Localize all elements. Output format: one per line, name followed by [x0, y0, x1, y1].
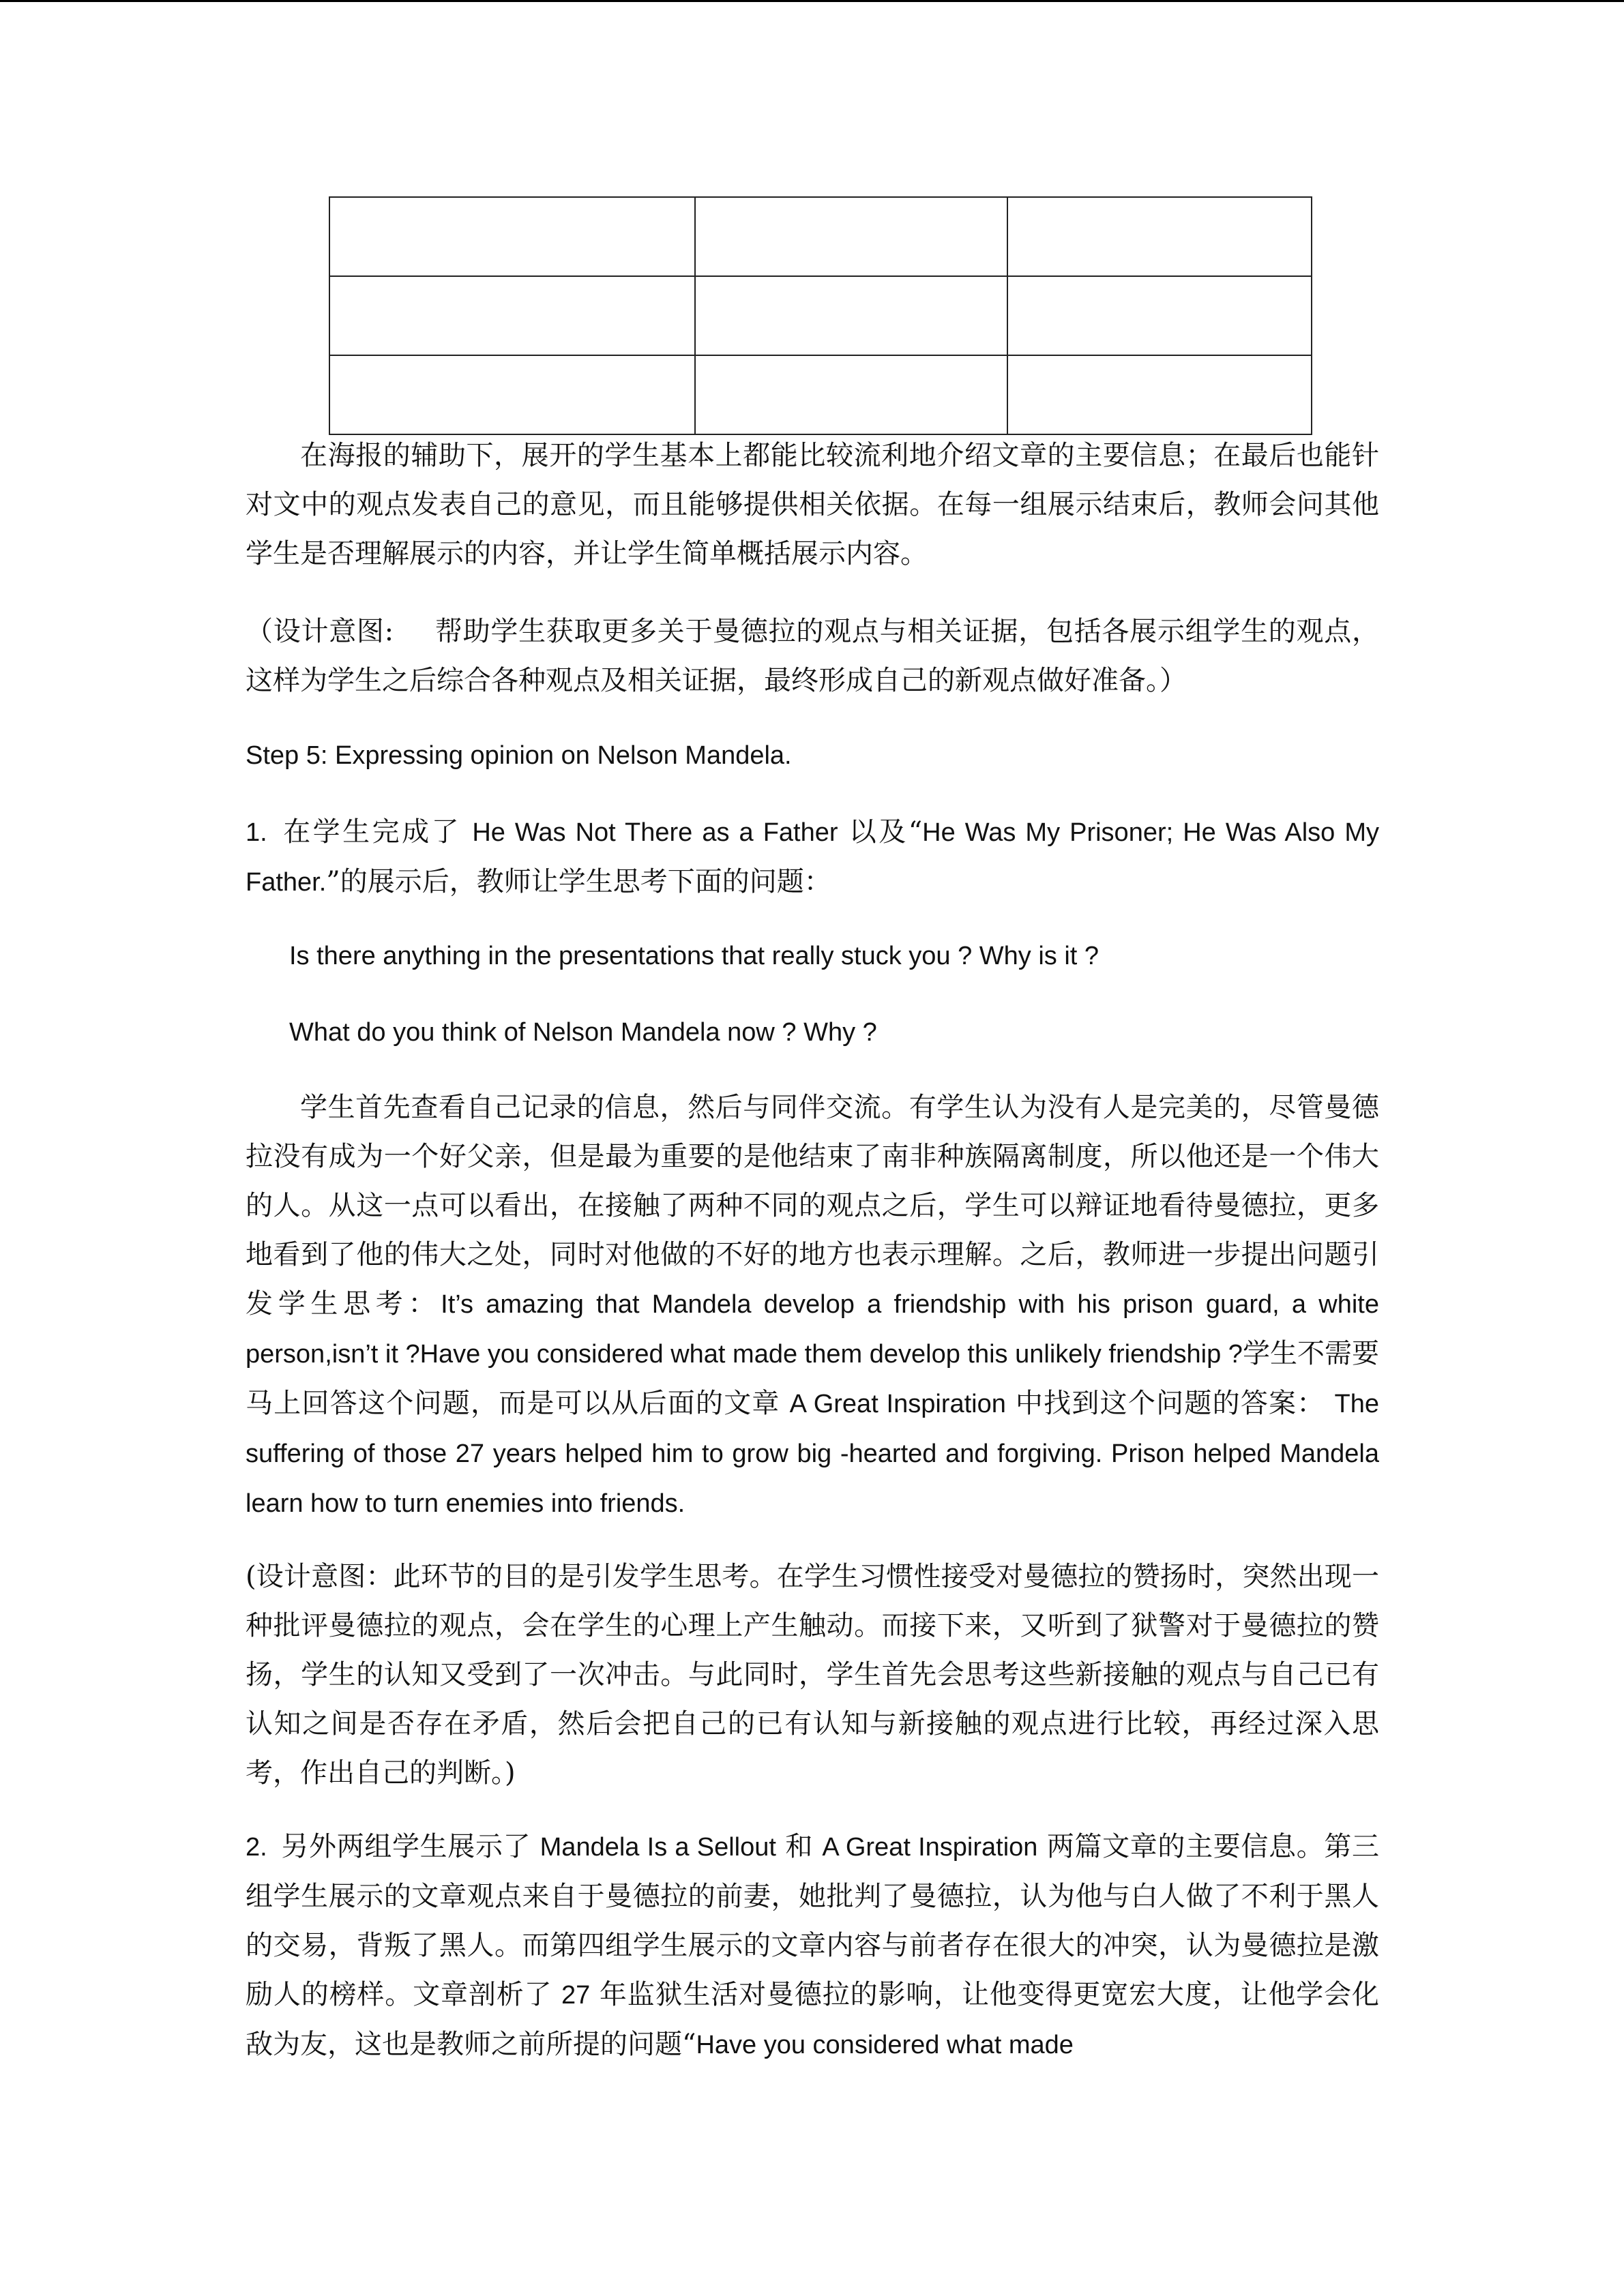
list-item-text: 两篇文章的主要信息。第三组学生展示的文章观点来自于曼德拉的前妻，她批判了曼德拉，认为他与白人做了不利于黑人的交易，背叛了黑人。而第四组学生展示的文章内容与前者存在很大的冲突，认为曼德拉是激励人的榜样。文章剖析了 — [246, 1831, 1380, 2010]
table-row — [329, 276, 1312, 355]
design-intent-2: (设计意图：此环节的目的是引发学生思考。在学生习惯性接受对曼德拉的赞扬时，突然出现一种批评曼德拉的观点，会在学生的心理上产生触动。而接下来，又听到了狱警对于曼德拉的赞扬，学生的认知又受到了一次冲击。与此同时，学生首先会思考这些新接触的观点与自己已有认知之间是否存在矛盾，然后会把自己的已有认知与新接触的观点进行比较，再经过深入思考，作出自己的判断。) — [246, 1561, 1379, 1789]
paragraph-student-discussion — [246, 1083, 1379, 1528]
article-title: He Was Not There as a Father — [472, 818, 838, 847]
list-item-text: 以及“ — [848, 816, 923, 848]
table-cell — [695, 355, 1007, 434]
table-cell — [1007, 355, 1312, 434]
table-cell — [695, 276, 1007, 355]
design-intent-1 — [246, 607, 1379, 705]
page-top-border — [0, 0, 1624, 2]
design-intent-text: 帮助学生获取更多关于曼德拉的观点与相关证据，包括各展示组学生的观点，这样为学生之后综合各种观点及相关证据，最终形成自己的新观点做好准备。） — [246, 616, 1379, 696]
table-cell — [329, 276, 695, 355]
blank-table — [329, 196, 1312, 435]
paragraph-poster-presentation: 在海报的辅助下，展开的学生基本上都能比较流利地介绍文章的主要信息；在最后也能针对文中的观点发表自己的意见，而且能够提供相关依据。在每一组展示结束后，教师会问其他学生是否理解展示的内容，并让学生简单概括展示内容。 — [246, 440, 1379, 569]
discussion-question-2: What do you think of Nelson Mandela now ? Why ? — [289, 1018, 877, 1047]
step5-heading: Step 5: Expressing opinion on Nelson Mandela. — [246, 741, 792, 770]
article-title: A Great Inspiration — [822, 1833, 1038, 1862]
list-item-1 — [246, 807, 1379, 907]
table-cell — [329, 355, 695, 434]
paragraph-text: 学生首先查看自己记录的信息，然后与同伴交流。有学生认为没有人是完美的，尽管曼德拉没有成为一个好父亲，但是最为重要的是他结束了南非种族隔离制度，所以他还是一个伟大的人。从这一点可以看出，在接触了两种不同的观点之后，学生可以辩证地看待曼德拉，更多地看到了他的伟大之处，同时对他做的不好的地方也表示理解。之后，教师进一步提出问题引发学生思考： — [246, 1092, 1379, 1320]
list-item-text: 年监狱生活对曼德拉的影响，让他变得更宽宏大度，让他学会化敌为友，这也是教师之前所提的问题“ — [246, 1979, 1380, 2060]
teacher-question: Have you considered what made — [696, 2031, 1074, 2059]
teacher-question: It’s amazing that Mandela develop a friendship with his prison guard, a white person,isn’t it ?Have you considered what made them develop this unlikely friendship ? — [246, 1290, 1379, 1369]
paragraph-text: 学生不需要马上回答这个问题，而是可以从后面的文章 — [246, 1338, 1380, 1419]
discussion-question-1: Is there anything in the presentations that really stuck you ? Why is it ? — [289, 942, 1099, 970]
list-item-text: ”的展示后，教师让学生思考下面的问题： — [326, 866, 831, 897]
table-cell — [1007, 197, 1312, 276]
table-cell — [695, 197, 1007, 276]
article-title: He Was My Prisoner; He Was Also My Father. — [246, 818, 1379, 897]
table-row — [329, 355, 1312, 434]
list-item-text: 在学生完成了 — [280, 816, 462, 848]
number-text: 27 — [561, 1981, 591, 2010]
table-cell — [329, 197, 695, 276]
article-title: Mandela Is a Sellout — [540, 1833, 776, 1862]
list-item-text: 另外两组学生展示了 — [280, 1831, 531, 1862]
article-title: A Great Inspiration — [789, 1390, 1006, 1418]
design-intent-label: （设计意图: — [246, 616, 394, 647]
list-item-number: 1. — [246, 818, 267, 847]
table-row — [329, 197, 1312, 276]
article-quote: The suffering of those 27 years helped him to grow big -hearted and forgiving. Prison helped Mandela learn how to turn enemies into friends. — [246, 1390, 1380, 1518]
table-cell — [1007, 276, 1312, 355]
list-item-text: 和 — [785, 1831, 813, 1862]
paragraph-text: 中找到这个问题的答案： — [1015, 1388, 1325, 1419]
list-item-2 — [246, 1822, 1379, 2070]
list-item-number: 2. — [246, 1833, 267, 1862]
